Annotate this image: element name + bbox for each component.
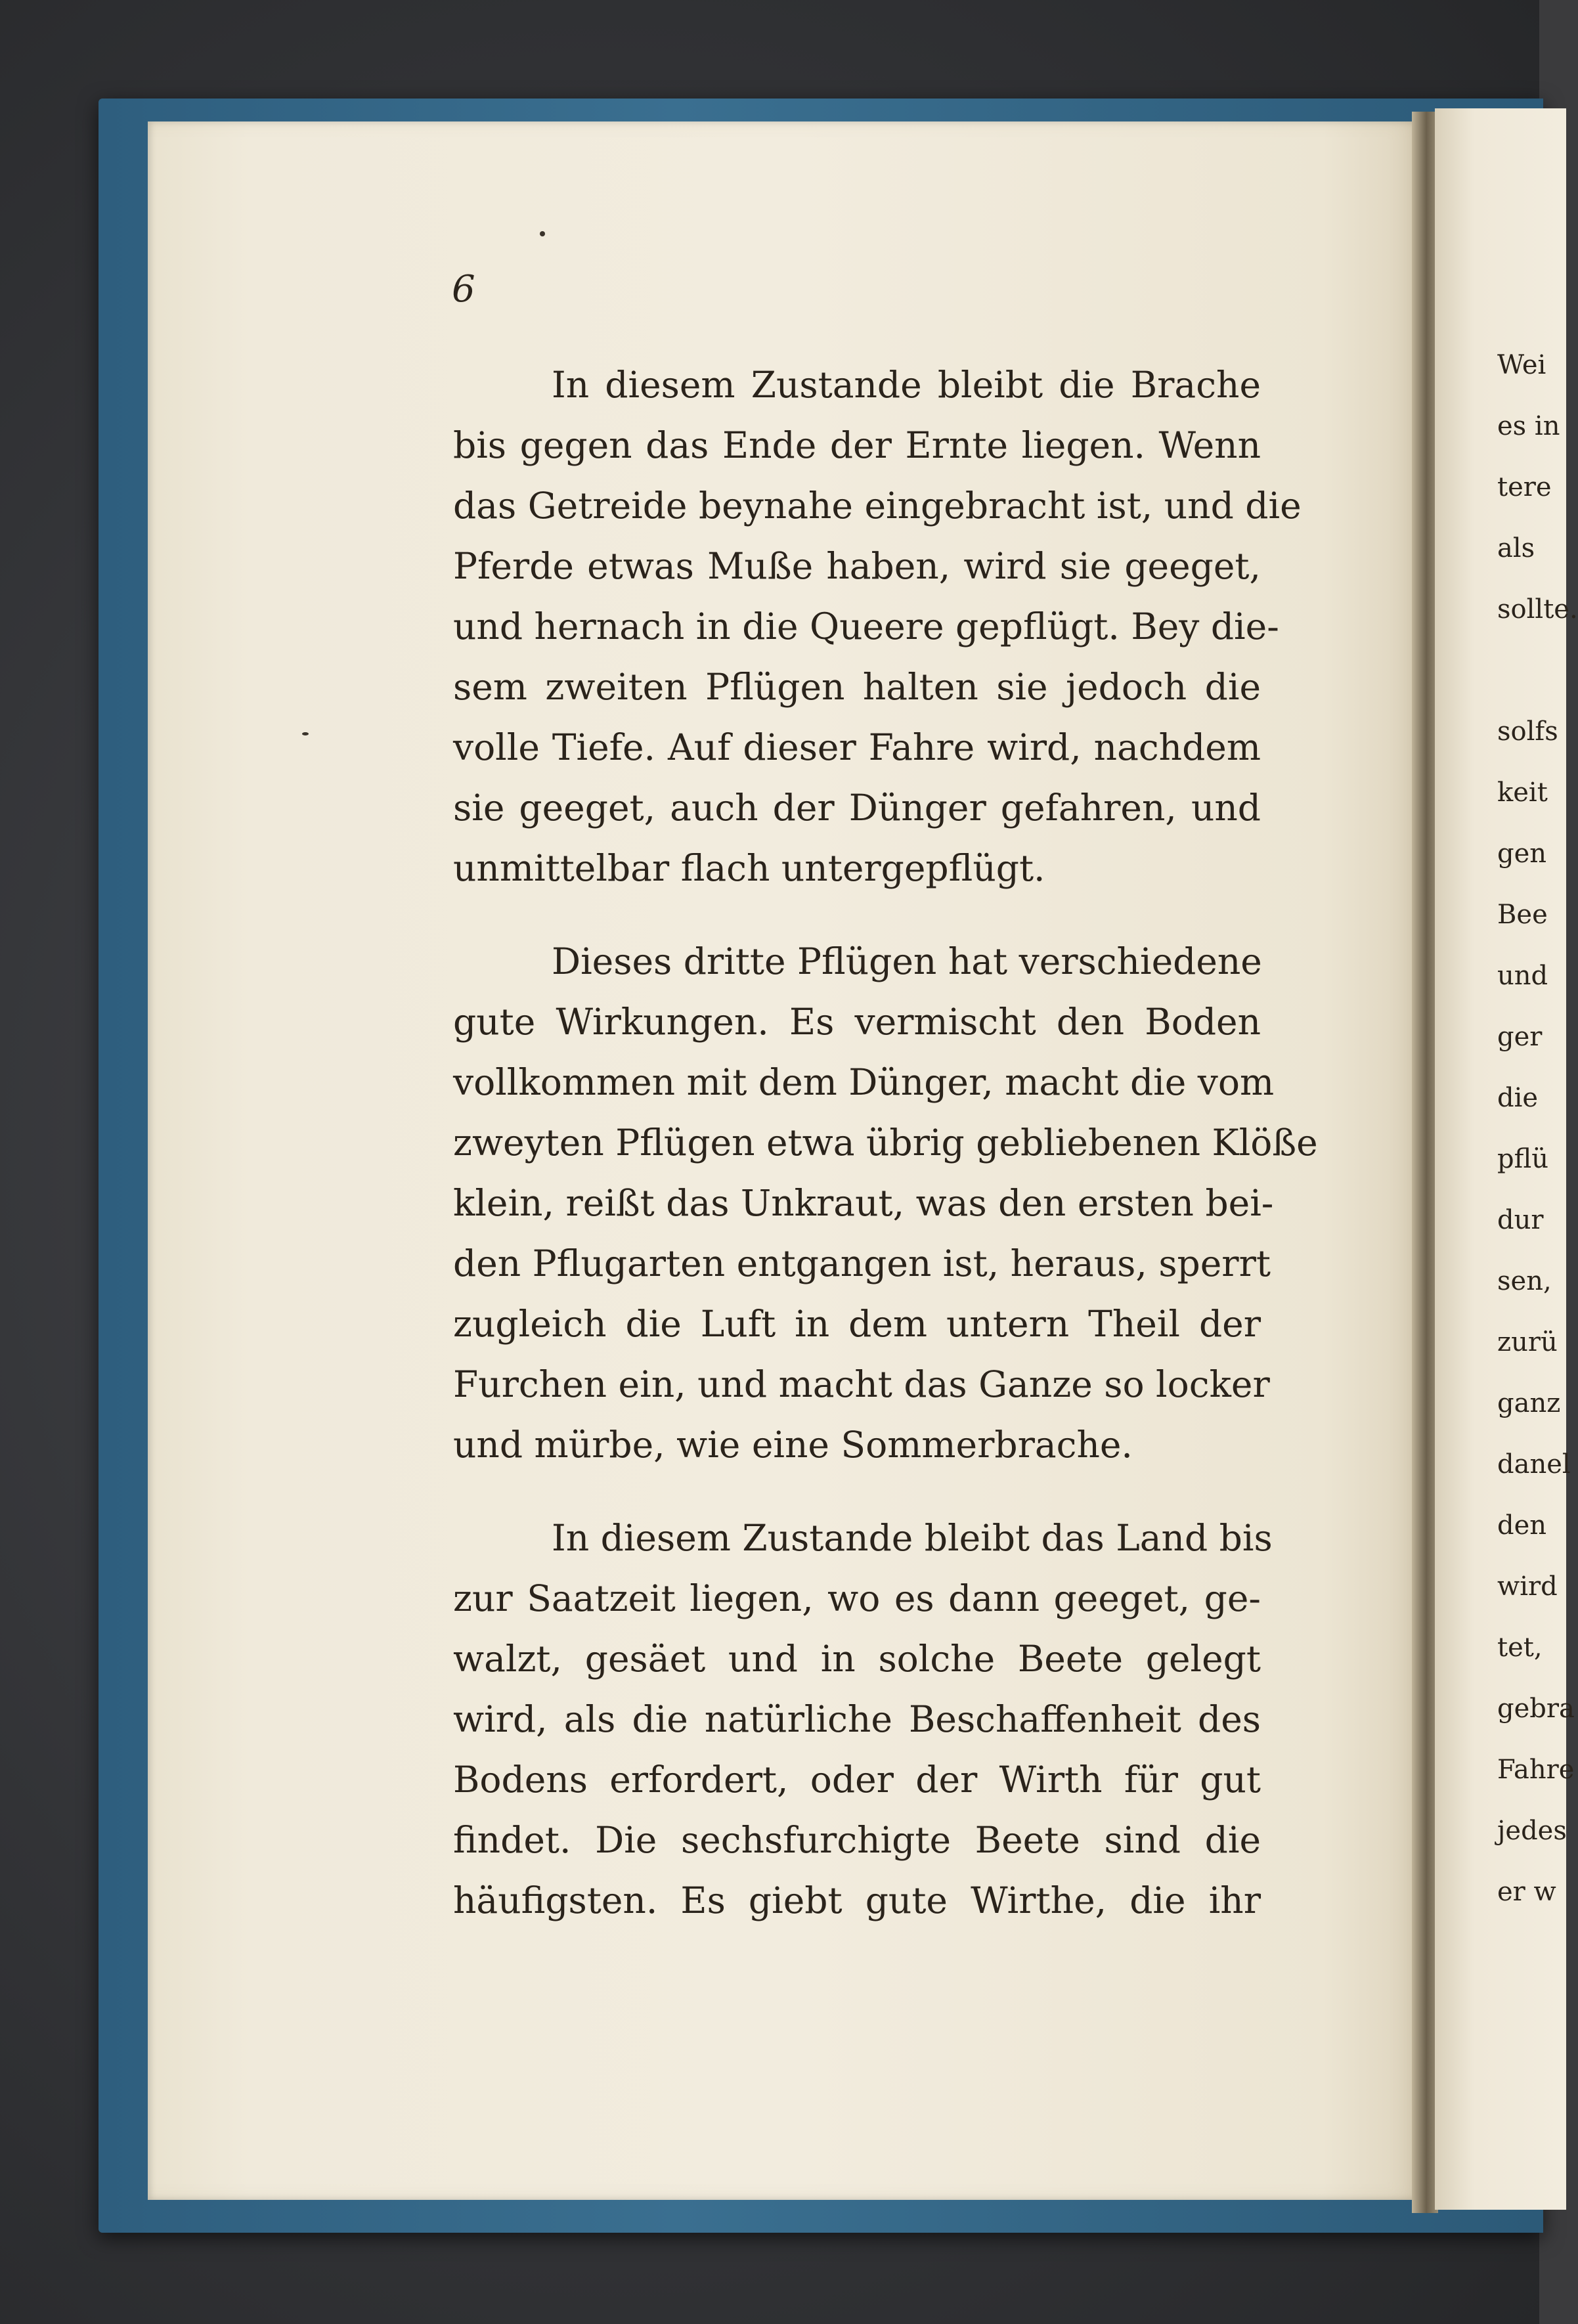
- fragment-line: pflü: [1497, 1144, 1549, 1174]
- text-line: vollkommen mit dem Dünger, macht die vom: [453, 1061, 1275, 1103]
- fragment-line: es in: [1497, 411, 1560, 441]
- text-line: bis gegen das Ende der Ernte liegen. Wenn: [453, 424, 1261, 466]
- text-line: Pferde etwas Muße haben, wird sie geeget,: [453, 545, 1261, 587]
- text-line: häufigsten. Es giebt gute Wirthe, die ihr: [453, 1879, 1261, 1921]
- text-line: zweyten Pflügen etwa übrig gebliebenen Klöße: [453, 1122, 1318, 1164]
- fragment-line: jedes: [1497, 1816, 1567, 1846]
- fragment-line: wird: [1497, 1571, 1558, 1602]
- fragment-line: und: [1497, 961, 1548, 991]
- book-gutter: [1412, 112, 1438, 2213]
- paper-speck: [302, 732, 309, 735]
- fragment-line: Bee: [1497, 900, 1548, 930]
- text-line: den Pflugarten entgangen ist, heraus, sperrt: [453, 1242, 1271, 1284]
- fragment-line: ganz: [1497, 1388, 1561, 1418]
- paragraph-3: [453, 1508, 1273, 1931]
- text-line: und mürbe, wie eine Sommerbrache.: [453, 1424, 1133, 1466]
- fragment-line: die: [1497, 1083, 1539, 1113]
- text-line: walzt, gesäet und in solche Beete gelegt: [453, 1638, 1261, 1680]
- fragment-line: gen: [1497, 839, 1547, 869]
- text-line: klein, reißt das Unkraut, was den ersten bei-: [453, 1182, 1274, 1224]
- text-line: sie geeget, auch der Dünger gefahren, und: [453, 787, 1261, 829]
- text-line: Bodens erfordert, oder der Wirth für gut: [453, 1759, 1261, 1801]
- next-page-fragments: [1497, 335, 1578, 1923]
- text-line: gute Wirkungen. Es vermischt den Boden: [453, 1001, 1261, 1043]
- fragment-line: zurü: [1497, 1327, 1558, 1357]
- fragment-line: als: [1497, 533, 1535, 563]
- fragment-line: er w: [1497, 1877, 1556, 1907]
- body-text: [453, 355, 1318, 1963]
- text-line: In diesem Zustande bleibt das Land bis: [552, 1517, 1273, 1559]
- text-line: Furchen ein, und macht das Ganze so locker: [453, 1363, 1270, 1405]
- fragment-line: solfs: [1497, 716, 1558, 747]
- text-line: zugleich die Luft in dem untern Theil der: [453, 1303, 1261, 1345]
- fragment-line: keit: [1497, 778, 1548, 808]
- fragment-line: Fahre: [1497, 1755, 1575, 1785]
- fragment-line: sen,: [1497, 1266, 1552, 1296]
- text-line: das Getreide beynahe eingebracht ist, und die: [453, 485, 1302, 527]
- fragment-line: gebra: [1497, 1694, 1575, 1724]
- text-line: zur Saatzeit liegen, wo es dann geeget, ge-: [453, 1577, 1261, 1619]
- fragment-line: tere: [1497, 472, 1552, 502]
- text-line: unmittelbar flach untergepflügt.: [453, 847, 1045, 889]
- fragment-line: [1497, 640, 1578, 701]
- text-line: Dieses dritte Pflügen hat verschiedene: [552, 940, 1262, 982]
- paragraph-1: [453, 355, 1302, 898]
- fragment-line: den: [1497, 1510, 1547, 1541]
- text-line: wird, als die natürliche Beschaffenheit des: [453, 1698, 1261, 1740]
- fragment-line: Wei: [1497, 350, 1546, 380]
- fragment-line: danel: [1497, 1449, 1571, 1480]
- text-line: und hernach in die Queere gepflügt. Bey die-: [453, 605, 1279, 647]
- fragment-line: sollte.: [1497, 594, 1578, 625]
- fragment-line: tet,: [1497, 1633, 1543, 1663]
- text-line: In diesem Zustande bleibt die Brache: [552, 364, 1261, 406]
- text-line: volle Tiefe. Auf dieser Fahre wird, nachdem: [453, 726, 1261, 768]
- text-line: sem zweiten Pflügen halten sie jedoch die: [453, 666, 1261, 708]
- paper-speck: [540, 231, 545, 236]
- fragment-line: dur: [1497, 1205, 1544, 1235]
- fragment-line: ger: [1497, 1022, 1543, 1052]
- text-line: findet. Die sechsfurchigte Beete sind die: [453, 1819, 1261, 1861]
- paragraph-2: [453, 931, 1318, 1475]
- page-number: 6: [452, 268, 475, 311]
